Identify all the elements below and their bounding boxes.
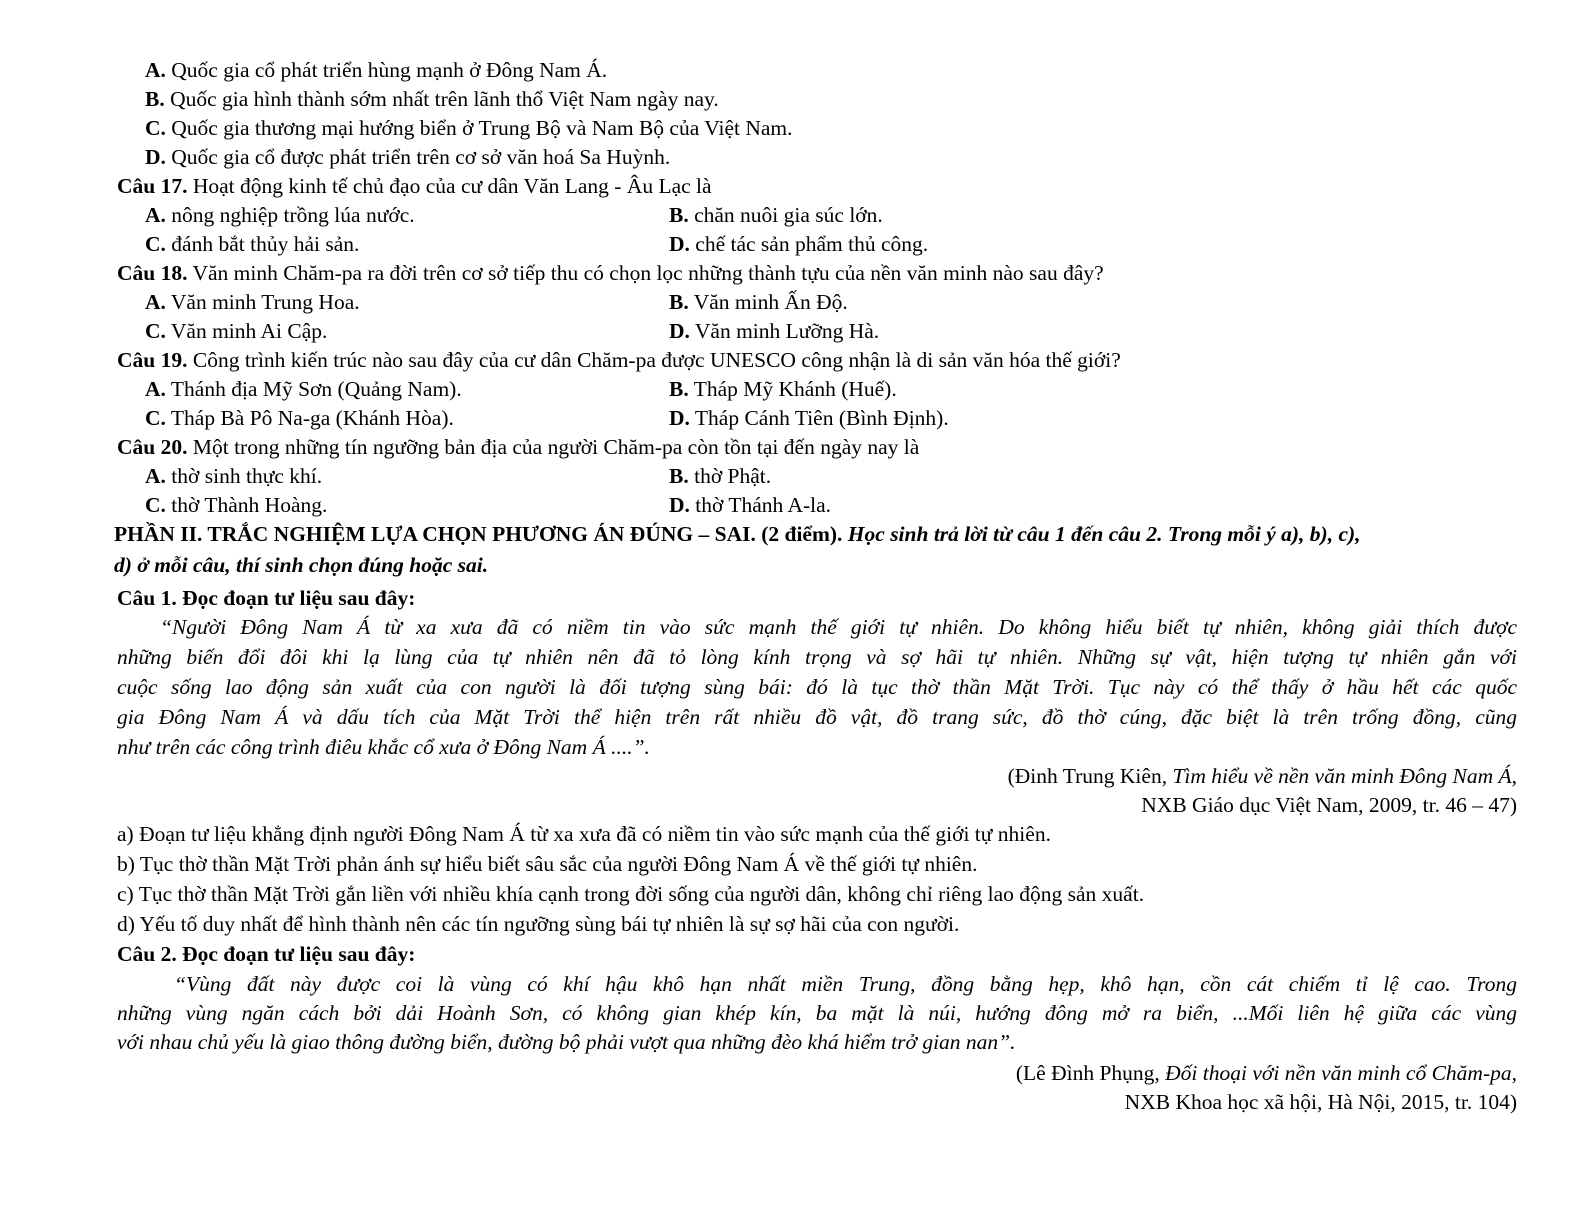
c2-quote-line-1: “Vùng đất này được coi là vùng có khí hậu khô hạn nhất miền Trung, đồng bằng hẹp, khô hạn, cồn cát chiếm tỉ lệ cao. Trong xyxy=(174,972,1517,996)
q17-option-c: C. đánh bắt thủy hải sản. xyxy=(145,232,360,256)
q20-option-a: A. thờ sinh thực khí. xyxy=(145,464,323,488)
q17-option-d: D. chế tác sản phẩm thủ công. xyxy=(669,232,929,256)
q20-stem: Câu 20. Một trong những tín ngưỡng bản địa của người Chăm-pa còn tồn tại đến ngày nay là xyxy=(117,435,920,459)
c1-statement-b: b) Tục thờ thần Mặt Trời phản ánh sự hiểu biết sâu sắc của người Đông Nam Á về thế giới tự nhiên. xyxy=(117,852,978,876)
q17-stem: Câu 17. Hoạt động kinh tế chủ đạo của cư dân Văn Lang - Âu Lạc là xyxy=(117,174,712,198)
c1-source-line-2: NXB Giáo dục Việt Nam, 2009, tr. 46 – 47) xyxy=(1141,793,1517,817)
c1-quote-line-2: những biến đổi đôi khi lạ lùng của tự nhiên nên đã tỏ lòng kính trọng và sợ hãi tự nhiên. Những sự vật, hiện tượng tự nhiên gắn với xyxy=(117,645,1517,669)
q19-option-b: B. Tháp Mỹ Khánh (Huế). xyxy=(669,377,897,401)
q19-stem: Câu 19. Công trình kiến trúc nào sau đây của cư dân Chăm-pa được UNESCO công nhận là di sản văn hóa thế giới? xyxy=(117,348,1121,372)
q20-option-c: C. thờ Thành Hoàng. xyxy=(145,493,328,517)
q17-option-a: A. nông nghiệp trồng lúa nước. xyxy=(145,203,415,227)
q16-option-c: C. Quốc gia thương mại hướng biển ở Trung Bộ và Nam Bộ của Việt Nam. xyxy=(145,116,793,140)
c1-quote-line-5: như trên các công trình điêu khắc cổ xưa ở Đông Nam Á ....”. xyxy=(117,735,650,759)
c2-source-line-2: NXB Khoa học xã hội, Hà Nội, 2015, tr. 104) xyxy=(1124,1090,1517,1114)
q19-option-c: C. Tháp Bà Pô Na-ga (Khánh Hòa). xyxy=(145,406,454,430)
c1-statement-a: a) Đoạn tư liệu khẳng định người Đông Nam Á từ xa xưa đã có niềm tin vào sức mạnh của thế giới tự nhiên. xyxy=(117,822,1051,846)
q18-option-a: A. Văn minh Trung Hoa. xyxy=(145,290,360,314)
c1-quote-line-4: gia Đông Nam Á và dấu tích của Mặt Trời thể hiện trên rất nhiều đồ vật, đồ trang sức, đồ thờ cúng, đặc biệt là trên trống đồng, cũng xyxy=(117,705,1517,729)
q20-option-b: B. thờ Phật. xyxy=(669,464,772,488)
part2-heading: PHẦN II. TRẮC NGHIỆM LỰA CHỌN PHƯƠNG ÁN ĐÚNG – SAI. (2 điểm). Học sinh trả lời từ câu 1 đến câu 2. Trong mỗi ý a), b), c), xyxy=(114,522,1361,546)
c2-source-line-1: (Lê Đình Phụng, Đối thoại với nền văn minh cổ Chăm-pa, xyxy=(1015,1061,1517,1085)
q18-option-c: C. Văn minh Ai Cập. xyxy=(145,319,328,343)
c2-title: Câu 2. Đọc đoạn tư liệu sau đây: xyxy=(117,942,416,966)
c1-statement-c: c) Tục thờ thần Mặt Trời gắn liền với nhiều khía cạnh trong đời sống của người dân, không chỉ riêng lao động sản xuất. xyxy=(117,882,1145,906)
c1-quote-line-1: “Người Đông Nam Á từ xa xưa đã có niềm tin vào sức mạnh thế giới tự nhiên. Do không hiểu biết tự nhiên, không giải thích được xyxy=(160,615,1517,639)
q18-stem: Câu 18. Văn minh Chăm-pa ra đời trên cơ sở tiếp thu có chọn lọc những thành tựu của nền văn minh nào sau đây? xyxy=(117,261,1104,285)
q18-option-b: B. Văn minh Ấn Độ. xyxy=(669,290,848,314)
q19-option-d: D. Tháp Cánh Tiên (Bình Định). xyxy=(669,406,949,430)
c1-title: Câu 1. Đọc đoạn tư liệu sau đây: xyxy=(117,586,416,610)
part2-instruction: d) ở mỗi câu, thí sinh chọn đúng hoặc sai. xyxy=(114,553,489,577)
q20-option-d: D. thờ Thánh A-la. xyxy=(669,493,832,517)
q19-option-a: A. Thánh địa Mỹ Sơn (Quảng Nam). xyxy=(145,377,462,401)
c1-statement-d: d) Yếu tố duy nhất để hình thành nên các tín ngưỡng sùng bái tự nhiên là sự sợ hãi của con người. xyxy=(117,912,960,936)
c1-quote-line-3: cuộc sống lao động sản xuất của con người là đối tượng sùng bái: đó là tục thờ thần Mặt Trời. Tục này có thể thấy ở hầu hết các quốc xyxy=(117,675,1517,699)
q18-option-d: D. Văn minh Lưỡng Hà. xyxy=(669,319,880,343)
c2-quote-line-2: những vùng ngăn cách bởi dải Hoành Sơn, có không gian khép kín, ba mặt là núi, hướng đông mở ra biển, ...Mối liên hệ giữa các vùng xyxy=(117,1001,1517,1025)
q16-option-d: D. Quốc gia cổ được phát triển trên cơ sở văn hoá Sa Huỳnh. xyxy=(145,145,671,169)
c1-source-line-1: (Đinh Trung Kiên, Tìm hiểu về nền văn minh Đông Nam Á, xyxy=(1007,764,1517,788)
q17-option-b: B. chăn nuôi gia súc lớn. xyxy=(669,203,883,227)
q16-option-a: A. Quốc gia cổ phát triển hùng mạnh ở Đông Nam Á. xyxy=(145,58,608,82)
c2-quote-line-3: với nhau chủ yếu là giao thông đường biển, đường bộ phải vượt qua những đèo khá hiểm trở gian nan”. xyxy=(117,1030,1016,1054)
q16-option-b: B. Quốc gia hình thành sớm nhất trên lãnh thổ Việt Nam ngày nay. xyxy=(145,87,719,111)
